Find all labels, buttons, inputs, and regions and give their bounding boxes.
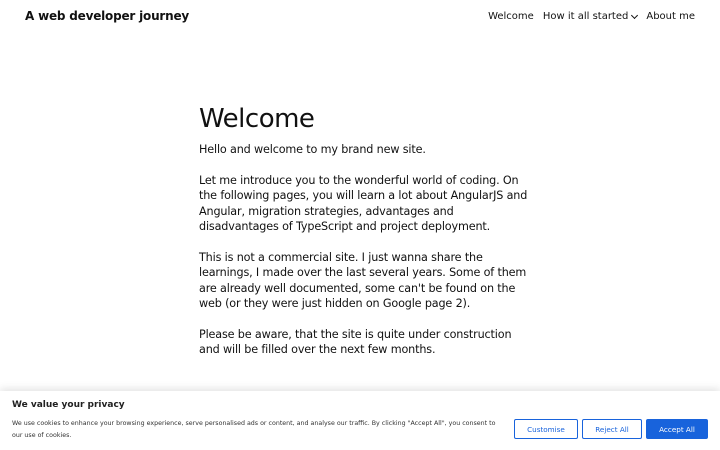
accept-all-button[interactable]: Accept All: [646, 419, 708, 439]
reject-all-button[interactable]: Reject All: [582, 419, 642, 439]
paragraph-coding: Let me introduce you to the wonderful world of coding. On the following pages, you will learn a lot about AngularJS and Angular, migration strategies, advantages and disadvantages of TypeScript and project deployment.: [199, 173, 528, 233]
nav-item-label: Welcome: [488, 11, 534, 22]
paragraph-intro: Hello and welcome to my brand new site.: [199, 143, 426, 156]
page-title: Welcome: [199, 104, 315, 134]
cookie-banner-text: We use cookies to enhance your browsing experience, serve personalised ads or content, and analyse our traffic. By clicking "Accept All", you consent to our use of cookies.: [12, 420, 496, 439]
main-content: [199, 103, 529, 373]
nav-item-about-me[interactable]: [646, 11, 695, 22]
nav-item-label: About me: [646, 11, 695, 22]
cookie-consent-banner: [0, 391, 720, 450]
nav-item-how-it-all-started[interactable]: [543, 11, 638, 22]
chevron-down-icon: [631, 11, 638, 18]
nav-item-label: How it all started: [542, 11, 629, 22]
paragraph-non-commercial: This is not a commercial site. I just wanna share the learnings, I made over the last several years. Some of them are already well documented, some can't be found on the web (or they were just hidden on Google page 2).: [199, 250, 527, 310]
cookie-banner-title: We value your privacy: [12, 400, 125, 410]
customise-button[interactable]: Customise: [514, 419, 578, 439]
paragraph-construction: Please be aware, that the site is quite under construction and will be filled over the next few months.: [199, 327, 512, 356]
site-title-link[interactable]: A web developer journey: [25, 9, 190, 23]
main-nav: [488, 11, 695, 22]
nav-item-welcome[interactable]: [488, 11, 534, 22]
